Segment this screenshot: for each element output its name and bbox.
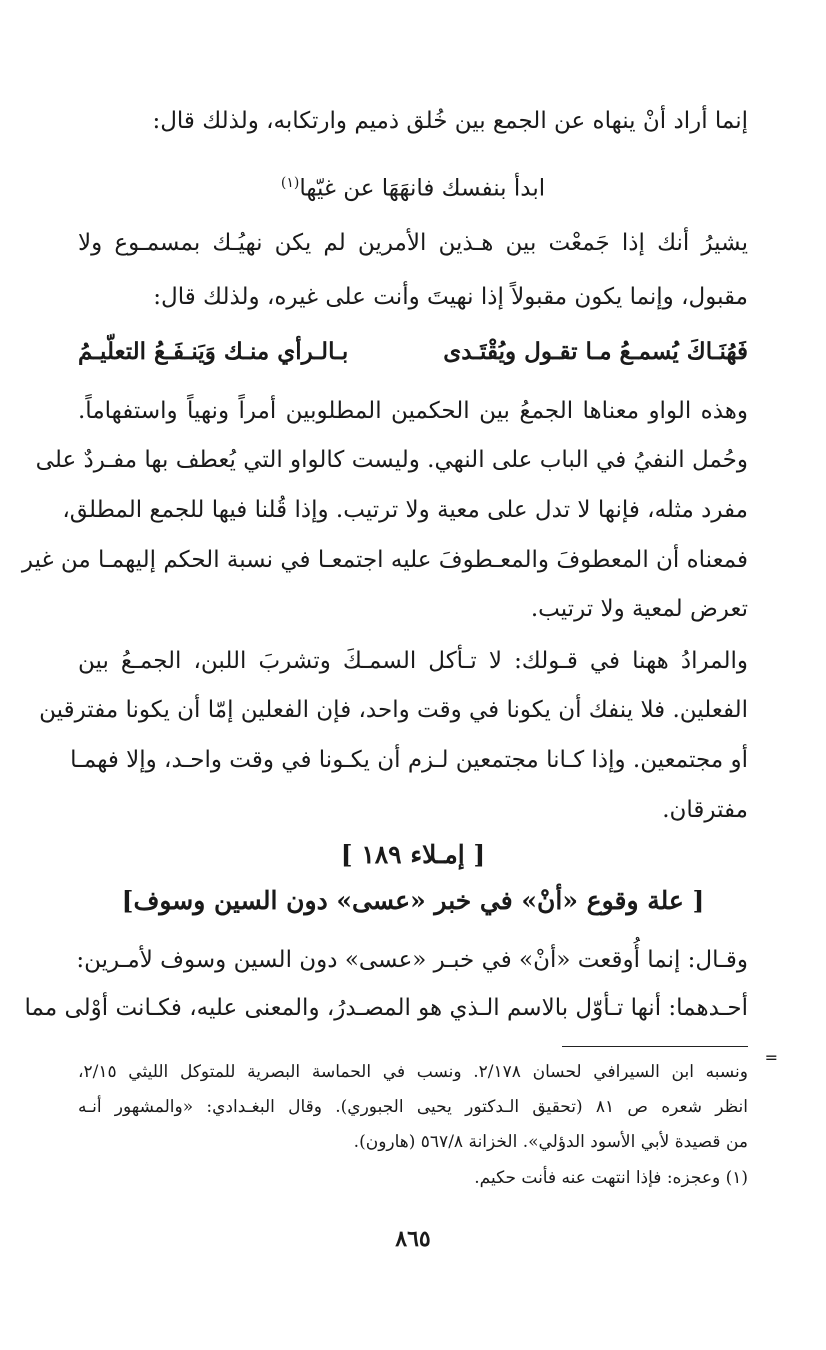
footnote-line: انظر شعره ص ٨١ (تحقيق الـدكتور يحيى الجبوري). وقال البغـدادي: «والمشهور أنـه — [78, 1097, 748, 1117]
text-line: مقبول، وإنما يكون مقبولاً إذا نهيتَ وأنت على غيره، ولذلك قال: — [153, 284, 748, 310]
verse-text: ابدأ بنفسك فانهَهَا عن غيّها — [299, 175, 546, 202]
text-line: إنما أراد أنْ ينهاه عن الجمع بين خُلق ذميم وارتكابه، ولذلك قال: — [152, 108, 748, 134]
footnote-reference: (١) — [280, 175, 300, 191]
verse-second-hemistich: بـالـرأي منـك وَيَنـفَـعُ التعلّيـمُ — [78, 338, 349, 365]
footnote-continuation-mark: = — [764, 1048, 778, 1067]
verse-first-hemistich: فَهُنَـاكَ يُسمـعُ مـا تقـول ويُقْتَـدى — [443, 338, 748, 365]
text-line: مفرد مثله، فإنها لا تدل على معية ولا ترتيب. وإذا قُلنا فيها للجمع المطلق، — [62, 497, 748, 523]
text-line: والمرادُ ههنا في قـولك: لا تـأكل السمـكَ وتشربَ اللبن، الجمـعُ بين — [78, 648, 748, 674]
text-line: فمعناه أن المعطوفَ والمعـطوفَ عليه اجتمعـا في نسبة الحكم إليهمـا من غير — [21, 547, 748, 573]
text-line: وهذه الواو معناها الجمعُ بين الحكمين المطلوبين أمراً ونهياً واستفهاماً. — [78, 398, 748, 424]
text-line: مفترقان. — [662, 797, 748, 823]
verse-line — [78, 168, 748, 204]
text-line: الفعلين. فلا ينفك أن يكونا في وقت واحد، فإن الفعلين إمّا أن يكونا مفترقين — [39, 697, 748, 723]
text-line: وحُمل النفيُ في الباب على النهي. وليست كالواو التي يُعطف بها مفـردٌ على — [35, 447, 748, 473]
footnote-line: من قصيدة لأبي الأسود الدؤلي». الخزانة ٥٦٧/٨ (هارون). — [353, 1132, 748, 1152]
section-number-heading: [ إمـلاء ١٨٩ ] — [340, 840, 486, 869]
footnote-line: (١) وعجزه: فإذا انتهت عنه فأنت حكيم. — [474, 1168, 748, 1188]
text-line: تعرض لمعية ولا ترتيب. — [530, 596, 748, 622]
text-line: أحـدهما: أنها تـأوّل بالاسم الـذي هو المصـدرُ، والمعنى عليه، فكـانت أوْلى مما — [24, 995, 748, 1021]
text-line: يشيرُ أنك إذا جَمعْت بين هـذين الأمرين لم يكن نهيُـك بمسمـوع ولا — [78, 230, 748, 256]
page-number: ٨٦٥ — [395, 1226, 431, 1252]
text-line: أو مجتمعين. وإذا كـانا مجتمعين لـزم أن يكـونا في وقت واحـد، وإلا فهمـا — [70, 747, 748, 773]
footnote-divider — [562, 1046, 748, 1047]
text-line: وقـال: إنما أُوقعت «أنْ» في خبـر «عسى» دون السين وسوف لأمـرين: — [76, 947, 748, 973]
section-title-heading: [ علة وقوع «أنْ» في خبر «عسى» دون السين وسوف] — [121, 886, 705, 915]
footnote-line: ونسبه ابن السيرافي لحسان ٢/١٧٨. ونسب في الحماسة البصرية للمتوكل الليثي ٢/١٥، — [78, 1062, 748, 1082]
